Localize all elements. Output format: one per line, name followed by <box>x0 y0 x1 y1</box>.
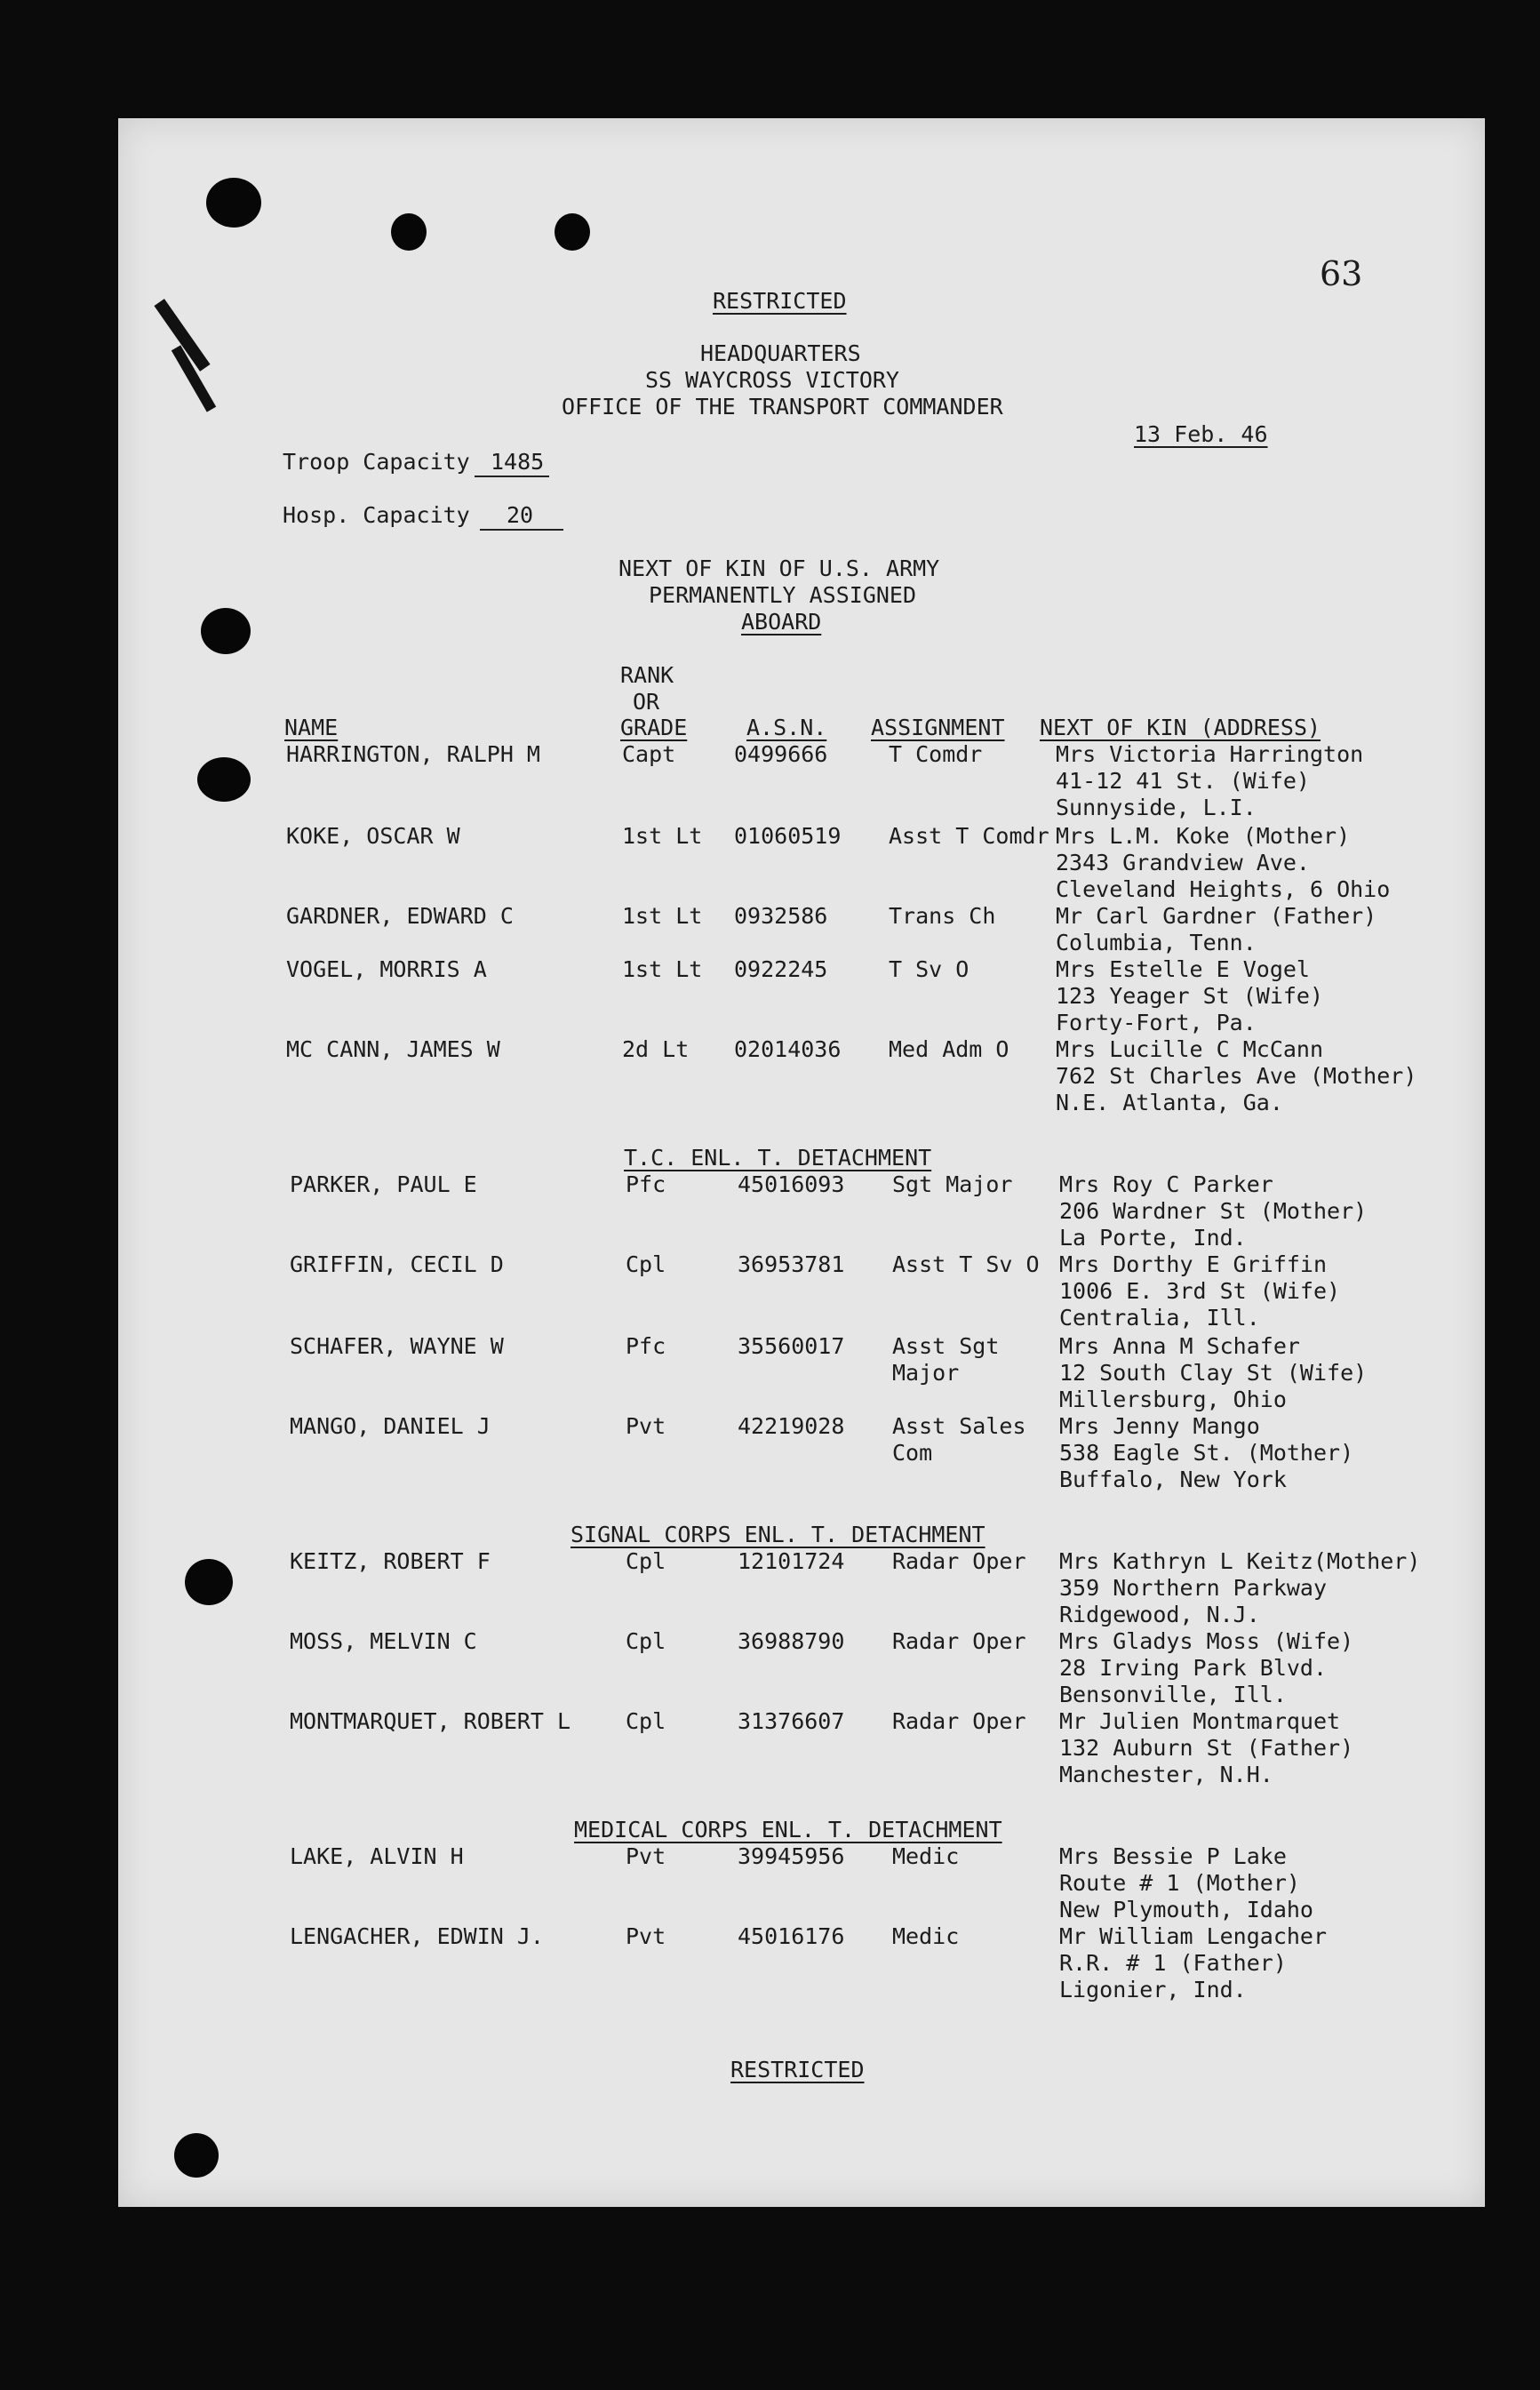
army-serial-number: 35560017 <box>738 1333 845 1359</box>
next-of-kin-line: 538 Eagle St. (Mother) <box>1059 1440 1354 1466</box>
next-of-kin-line: 1006 E. 3rd St (Wife) <box>1059 1278 1341 1304</box>
soldier-name: LENGACHER, EDWIN J. <box>290 1923 544 1949</box>
next-of-kin-line: Mrs L.M. Koke (Mother) <box>1056 823 1351 849</box>
punch-hole <box>185 1559 233 1605</box>
assignment: Radar Oper <box>892 1548 1026 1574</box>
soldier-name: MANGO, DANIEL J <box>290 1413 491 1439</box>
army-serial-number: 39945956 <box>738 1843 845 1869</box>
army-serial-number: 36988790 <box>738 1628 845 1654</box>
troop-capacity-value: 1485 <box>491 449 545 475</box>
next-of-kin-line: New Plymouth, Idaho <box>1059 1897 1313 1922</box>
next-of-kin-line: Mrs Jenny Mango <box>1059 1413 1260 1439</box>
rank-grade: 2d Lt <box>622 1036 690 1062</box>
soldier-name: HARRINGTON, RALPH M <box>286 741 540 767</box>
rank-grade: Pfc <box>626 1171 666 1197</box>
punch-hole <box>391 213 427 251</box>
assignment: Asst T Comdr <box>889 823 1049 849</box>
column-grade-header: GRADE <box>620 715 688 740</box>
army-serial-number: 0499666 <box>734 741 828 767</box>
army-serial-number: 36953781 <box>738 1251 845 1277</box>
column-rank-top-1: RANK <box>620 662 674 688</box>
next-of-kin-line: Centralia, Ill. <box>1059 1305 1260 1331</box>
column-rank-top-2: OR <box>633 689 660 715</box>
next-of-kin-line: Mrs Victoria Harrington <box>1056 741 1364 767</box>
page-number: 63 <box>1320 254 1363 293</box>
rank-grade: Pvt <box>626 1923 666 1949</box>
column-assignment-header: ASSIGNMENT <box>871 715 1005 740</box>
army-serial-number: 0922245 <box>734 956 828 982</box>
list-title-line-3: ABOARD <box>741 609 822 635</box>
next-of-kin-line: Mrs Bessie P Lake <box>1059 1843 1287 1869</box>
rank-grade: Cpl <box>626 1548 666 1574</box>
next-of-kin-line: Millersburg, Ohio <box>1059 1387 1287 1412</box>
assignment: Major <box>892 1360 960 1386</box>
column-asn-header: A.S.N. <box>746 715 827 740</box>
next-of-kin-line: Mrs Gladys Moss (Wife) <box>1059 1628 1354 1654</box>
classification-bottom: RESTRICTED <box>730 2057 865 2082</box>
header-line-2: SS WAYCROSS VICTORY <box>645 367 899 393</box>
army-serial-number: 02014036 <box>734 1036 842 1062</box>
soldier-name: VOGEL, MORRIS A <box>286 956 487 982</box>
hosp-capacity-blank <box>480 529 563 531</box>
next-of-kin-line: 41-12 41 St. (Wife) <box>1056 768 1310 794</box>
section-title: T.C. ENL. T. DETACHMENT <box>624 1145 932 1171</box>
section-title: SIGNAL CORPS ENL. T. DETACHMENT <box>571 1522 985 1547</box>
soldier-name: MC CANN, JAMES W <box>286 1036 500 1062</box>
document-date: 13 Feb. 46 <box>1134 421 1268 447</box>
next-of-kin-line: R.R. # 1 (Father) <box>1059 1950 1287 1976</box>
soldier-name: GRIFFIN, CECIL D <box>290 1251 504 1277</box>
column-name-header: NAME <box>284 715 339 740</box>
army-serial-number: 42219028 <box>738 1413 845 1439</box>
rank-grade: Pfc <box>626 1333 666 1359</box>
army-serial-number: 0932586 <box>734 903 828 929</box>
rank-grade: Cpl <box>626 1251 666 1277</box>
next-of-kin-line: Mrs Dorthy E Griffin <box>1059 1251 1328 1277</box>
army-serial-number: 12101724 <box>738 1548 845 1574</box>
next-of-kin-line: 132 Auburn St (Father) <box>1059 1735 1354 1761</box>
punch-hole <box>174 2133 219 2178</box>
rank-grade: Pvt <box>626 1413 666 1439</box>
army-serial-number: 45016176 <box>738 1923 845 1949</box>
assignment: T Comdr <box>889 741 983 767</box>
punch-hole <box>555 213 590 251</box>
next-of-kin-line: Buffalo, New York <box>1059 1467 1287 1492</box>
next-of-kin-line: Mrs Anna M Schafer <box>1059 1333 1300 1359</box>
army-serial-number: 01060519 <box>734 823 842 849</box>
assignment: Asst Sales <box>892 1413 1026 1439</box>
assignment: Medic <box>892 1923 960 1949</box>
hosp-capacity-value: 20 <box>507 502 534 528</box>
header-line-3: OFFICE OF THE TRANSPORT COMMANDER <box>562 394 1003 420</box>
next-of-kin-line: Manchester, N.H. <box>1059 1762 1273 1787</box>
assignment: Trans Ch <box>889 903 996 929</box>
next-of-kin-line: 762 St Charles Ave (Mother) <box>1056 1063 1417 1089</box>
assignment: Com <box>892 1440 933 1466</box>
assignment: T Sv O <box>889 956 969 982</box>
next-of-kin-line: N.E. Atlanta, Ga. <box>1056 1090 1283 1115</box>
rank-grade: Pvt <box>626 1843 666 1869</box>
next-of-kin-line: Mrs Roy C Parker <box>1059 1171 1273 1197</box>
next-of-kin-line: 28 Irving Park Blvd. <box>1059 1655 1328 1681</box>
next-of-kin-line: Ridgewood, N.J. <box>1059 1602 1260 1627</box>
section-title: MEDICAL CORPS ENL. T. DETACHMENT <box>574 1817 1002 1842</box>
rank-grade: 1st Lt <box>622 956 703 982</box>
soldier-name: KEITZ, ROBERT F <box>290 1548 491 1574</box>
soldier-name: MOSS, MELVIN C <box>290 1628 477 1654</box>
next-of-kin-line: Sunnyside, L.I. <box>1056 795 1257 820</box>
next-of-kin-line: Mr Carl Gardner (Father) <box>1056 903 1377 929</box>
next-of-kin-line: La Porte, Ind. <box>1059 1225 1247 1251</box>
soldier-name: LAKE, ALVIN H <box>290 1843 464 1869</box>
next-of-kin-line: Mr Julien Montmarquet <box>1059 1708 1341 1734</box>
assignment: Sgt Major <box>892 1171 1013 1197</box>
assignment: Radar Oper <box>892 1708 1026 1734</box>
rank-grade: 1st Lt <box>622 903 703 929</box>
list-title-line-2: PERMANENTLY ASSIGNED <box>649 582 917 608</box>
army-serial-number: 45016093 <box>738 1171 845 1197</box>
next-of-kin-line: Mrs Estelle E Vogel <box>1056 956 1310 982</box>
assignment: Med Adm O <box>889 1036 1009 1062</box>
soldier-name: KOKE, OSCAR W <box>286 823 460 849</box>
assignment: Asst Sgt <box>892 1333 1000 1359</box>
hosp-capacity-label: Hosp. Capacity <box>283 502 470 528</box>
next-of-kin-line: Route # 1 (Mother) <box>1059 1870 1300 1896</box>
troop-capacity-label: Troop Capacity <box>283 449 470 475</box>
next-of-kin-line: Cleveland Heights, 6 Ohio <box>1056 876 1391 902</box>
soldier-name: GARDNER, EDWARD C <box>286 903 514 929</box>
punch-hole <box>201 608 251 654</box>
army-serial-number: 31376607 <box>738 1708 845 1734</box>
assignment: Medic <box>892 1843 960 1869</box>
next-of-kin-line: 123 Yeager St (Wife) <box>1056 983 1324 1009</box>
soldier-name: PARKER, PAUL E <box>290 1171 477 1197</box>
header-line-1: HEADQUARTERS <box>700 340 861 366</box>
assignment: Radar Oper <box>892 1628 1026 1654</box>
classification-top: RESTRICTED <box>713 288 847 314</box>
rank-grade: Cpl <box>626 1708 666 1734</box>
rank-grade: 1st Lt <box>622 823 703 849</box>
next-of-kin-line: Columbia, Tenn. <box>1056 930 1257 955</box>
next-of-kin-line: 2343 Grandview Ave. <box>1056 850 1310 875</box>
punch-hole <box>206 178 261 228</box>
assignment: Asst T Sv O <box>892 1251 1040 1277</box>
rank-grade: Capt <box>622 741 676 767</box>
punch-hole <box>197 757 251 802</box>
next-of-kin-line: Mr William Lengacher <box>1059 1923 1328 1949</box>
next-of-kin-line: Ligonier, Ind. <box>1059 1977 1247 2002</box>
list-title-line-1: NEXT OF KIN OF U.S. ARMY <box>618 556 940 581</box>
troop-capacity-blank <box>475 476 549 477</box>
next-of-kin-line: Bensonville, Ill. <box>1059 1682 1287 1707</box>
soldier-name: SCHAFER, WAYNE W <box>290 1333 504 1359</box>
column-nok-header: NEXT OF KIN (ADDRESS) <box>1040 715 1321 740</box>
soldier-name: MONTMARQUET, ROBERT L <box>290 1708 571 1734</box>
next-of-kin-line: 12 South Clay St (Wife) <box>1059 1360 1368 1386</box>
rank-grade: Cpl <box>626 1628 666 1654</box>
next-of-kin-line: 206 Wardner St (Mother) <box>1059 1198 1368 1224</box>
next-of-kin-line: Forty-Fort, Pa. <box>1056 1010 1257 1035</box>
next-of-kin-line: Mrs Lucille C McCann <box>1056 1036 1324 1062</box>
next-of-kin-line: Mrs Kathryn L Keitz(Mother) <box>1059 1548 1421 1574</box>
next-of-kin-line: 359 Northern Parkway <box>1059 1575 1328 1601</box>
